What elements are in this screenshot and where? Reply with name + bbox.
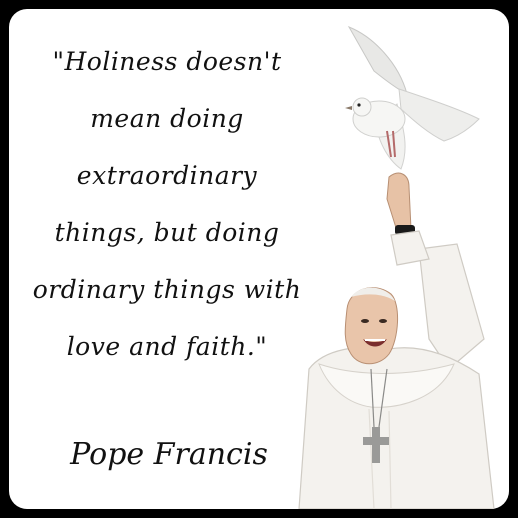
quote-line: mean doing (90, 104, 244, 133)
quote-line: ordinary things with (32, 275, 302, 304)
quote-line: extraordinary (76, 161, 258, 190)
pope-with-dove-photo (279, 9, 509, 509)
quote-line: love and faith." (66, 332, 268, 361)
pope-head (345, 288, 397, 364)
quote-line: things, but doing (54, 218, 280, 247)
quote-line: "Holiness doesn't (52, 47, 282, 76)
quote-card (9, 9, 509, 509)
quote-text (17, 33, 317, 375)
quote-author: Pope Francis (70, 437, 268, 472)
raised-arm (387, 173, 484, 369)
dove-illustration (345, 27, 479, 169)
robe (299, 347, 494, 509)
